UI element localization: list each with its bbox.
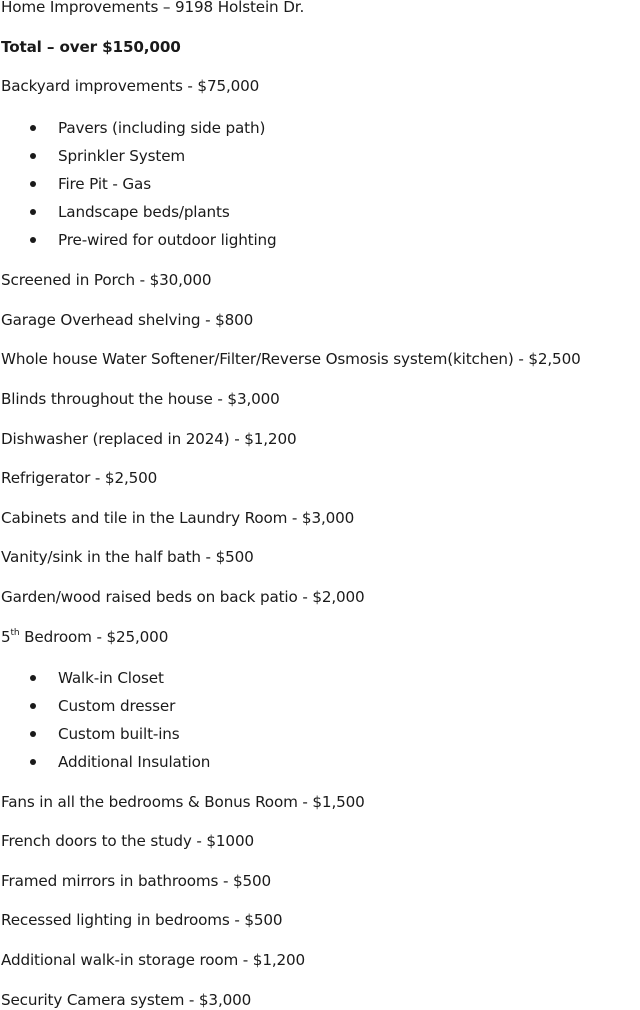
cost-line: Framed mirrors in bathrooms - $500	[1, 872, 272, 890]
cost-line: Vanity/sink in the half bath - $500	[1, 548, 254, 566]
bullet-dot-icon	[30, 759, 36, 765]
cost-line: Refrigerator - $2,500	[1, 469, 158, 487]
cost-line: Additional walk-in storage room - $1,200	[1, 951, 306, 969]
cost-line: Garage Overhead shelving - $800	[1, 311, 254, 329]
bullet-dot-icon	[30, 181, 36, 187]
cost-line: Screened in Porch - $30,000	[1, 271, 212, 289]
cost-line: Fans in all the bedrooms & Bonus Room - $1,500	[1, 793, 365, 811]
bullet-item	[30, 696, 175, 716]
bullet-dot-icon	[30, 703, 36, 709]
bedroom-heading-text: Bedroom - $25,000	[19, 628, 169, 646]
bullet-item	[30, 202, 230, 222]
cost-line: Cabinets and tile in the Laundry Room - $3,000	[1, 509, 355, 527]
bullet-item	[30, 752, 210, 772]
cost-line: Blinds throughout the house - $3,000	[1, 390, 280, 408]
document-title: Home Improvements – 9198 Holstein Dr.	[1, 0, 305, 16]
bullet-dot-icon	[30, 153, 36, 159]
bullet-item	[30, 230, 277, 250]
bedroom-heading	[1, 627, 168, 647]
bullet-dot-icon	[30, 209, 36, 215]
bullet-item	[30, 118, 265, 138]
cost-line: Security Camera system - $3,000	[1, 991, 252, 1009]
backyard-heading: Backyard improvements - $75,000	[1, 77, 260, 95]
cost-line: Garden/wood raised beds on back patio - $2,000	[1, 588, 365, 606]
total-line: Total – over $150,000	[1, 38, 181, 56]
bullet-dot-icon	[30, 125, 36, 131]
bedroom-number: 5	[1, 628, 11, 646]
bedroom-ordinal: th	[10, 628, 20, 638]
bullet-item	[30, 724, 180, 744]
bullet-item	[30, 174, 151, 194]
bullet-item	[30, 668, 164, 688]
bullet-dot-icon	[30, 675, 36, 681]
bullet-text: Additional Insulation	[58, 753, 211, 771]
bullet-text: Landscape beds/plants	[58, 203, 230, 221]
cost-line: Recessed lighting in bedrooms - $500	[1, 911, 283, 929]
cost-line: Dishwasher (replaced in 2024) - $1,200	[1, 430, 297, 448]
bullet-text: Custom dresser	[58, 697, 176, 715]
cost-line: French doors to the study - $1000	[1, 832, 254, 850]
cost-line: Whole house Water Softener/Filter/Reverse Osmosis system(kitchen) - $2,500	[1, 350, 581, 368]
bullet-text: Custom built-ins	[58, 725, 180, 743]
bullet-dot-icon	[30, 237, 36, 243]
bullet-text: Fire Pit - Gas	[58, 175, 151, 193]
bullet-text: Sprinkler System	[58, 147, 186, 165]
bullet-item	[30, 146, 185, 166]
bullet-text: Pavers (including side path)	[58, 119, 266, 137]
bullet-text: Walk-in Closet	[58, 669, 164, 687]
bullet-dot-icon	[30, 731, 36, 737]
bullet-text: Pre-wired for outdoor lighting	[58, 231, 277, 249]
